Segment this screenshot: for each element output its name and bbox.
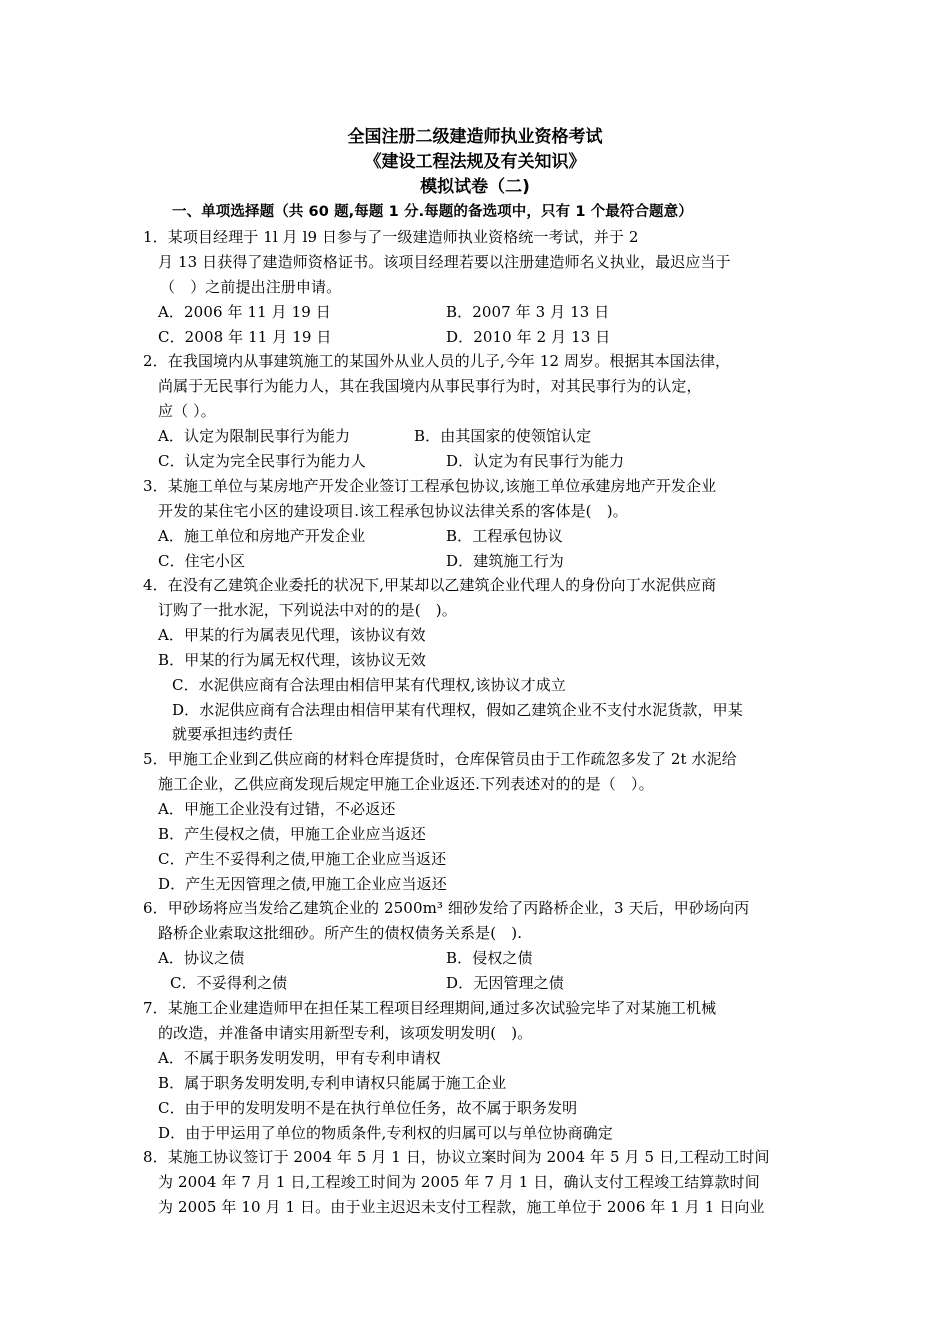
q4-option-a: A．甲某的行为属表见代理，该协议有效 <box>158 626 426 644</box>
q5-option-d: D．产生无因管理之债,甲施工企业应当返还 <box>158 875 447 893</box>
q3-stem-line: 开发的某住宅小区的建设项目.该工程承包协议法律关系的客体是( )。 <box>158 502 628 520</box>
q2-option-a: A．认定为限制民事行为能力 <box>158 427 351 445</box>
q6-option-c: C．不妥得利之债 <box>170 974 288 992</box>
q1-option-a: A．2006 年 11 月 19 日 <box>158 303 331 321</box>
q7-option-c: C．由于甲的发明发明不是在执行单位任务，故不属于职务发明 <box>158 1099 578 1117</box>
q6-option-d: D．无因管理之债 <box>446 974 564 992</box>
q8-stem-line: 8．某施工协议签订于 2004 年 5 月 1 日，协议立案时间为 2004 年 5 月 5 日,工程动工时间 <box>143 1148 770 1166</box>
q3-option-b: B．工程承包协议 <box>446 527 563 545</box>
exam-title: 全国注册二级建造师执业资格考试 <box>347 127 603 147</box>
q1-stem-line: 1．某项目经理于 1l 月 l9 日参与了一级建造师执业资格统一考试，并于 2 <box>143 228 639 246</box>
q3-option-a: A．施工单位和房地产开发企业 <box>158 527 366 545</box>
q7-option-d: D．由于甲运用了单位的物质条件,专利权的归属可以与单位协商确定 <box>158 1124 613 1142</box>
q5-stem-line: 施工企业，乙供应商发现后规定甲施工企业返还.下列表述对的的是（ ）。 <box>158 775 654 793</box>
q6-option-a: A．协议之债 <box>158 949 245 967</box>
q7-option-a: A．不属于职务发明发明，甲有专利申请权 <box>158 1049 441 1067</box>
paper-title: 模拟试卷（二) <box>420 177 530 197</box>
q2-option-c: C．认定为完全民事行为能力人 <box>158 452 366 470</box>
q6-stem-line: 路桥企业索取这批细砂。所产生的债权债务关系是( ). <box>158 924 523 942</box>
q1-stem-line: 月 13 日获得了建造师资格证书。该项目经理若要以注册建造师名义执业，最迟应当于 <box>158 253 731 271</box>
q1-option-c: C．2008 年 11 月 19 日 <box>158 328 332 346</box>
q2-stem-line: 应（ ）。 <box>158 402 216 420</box>
q3-option-c: C．住宅小区 <box>158 552 246 570</box>
q8-stem-line: 为 2005 年 10 月 1 日。由于业主迟迟未支付工程款，施工单位于 2006 年 1 月 1 日向业 <box>158 1198 765 1216</box>
q2-stem-line: 2．在我国境内从事建筑施工的某国外从业人员的儿子,今年 12 周岁。根据其本国法律， <box>143 352 731 370</box>
q2-stem-line: 尚属于无民事行为能力人，其在我国境内从事民事行为时，对其民事行为的认定， <box>158 377 702 395</box>
q7-stem-line: 的改造，并准备申请实用新型专利，该项发明发明( )。 <box>158 1024 533 1042</box>
q5-stem-line: 5．甲施工企业到乙供应商的材料仓库提货时，仓库保管员由于工作疏忽多发了 2t 水泥给 <box>143 750 737 768</box>
q4-stem-line: 订购了一批水泥，下列说法中对的的是( )。 <box>158 601 457 619</box>
q6-stem-line: 6．甲砂场将应当发给乙建筑企业的 2500m³ 细砂发给了丙路桥企业，3 天后，甲砂场向丙 <box>143 899 750 917</box>
q4-stem-line: 4．在没有乙建筑企业委托的状况下,甲某却以乙建筑企业代理人的身份向丁水泥供应商 <box>143 576 717 594</box>
q4-option-b: B．甲某的行为属无权代理，该协议无效 <box>158 651 426 669</box>
q5-option-c: C．产生不妥得利之债,甲施工企业应当返还 <box>158 850 447 868</box>
q5-option-b: B．产生侵权之债，甲施工企业应当返还 <box>158 825 426 843</box>
q3-option-d: D．建筑施工行为 <box>446 552 564 570</box>
q7-stem-line: 7．某施工企业建造师甲在担任某工程项目经理期间,通过多次试验完毕了对某施工机械 <box>143 999 717 1017</box>
section-heading: 一、单项选择题（共 60 题,每题 1 分.每题的备选项中，只有 1 个最符合题意） <box>172 204 693 220</box>
q6-option-b: B．侵权之债 <box>446 949 533 967</box>
q2-option-d: D．认定为有民事行为能力 <box>446 452 625 470</box>
q4-option-d-cont: 就要承担违约责任 <box>172 725 293 743</box>
q4-option-d: D．水泥供应商有合法理由相信甲某有代理权，假如乙建筑企业不支付水泥货款，甲某 <box>172 701 743 719</box>
q8-stem-line: 为 2004 年 7 月 1 日,工程竣工时间为 2005 年 7 月 1 日，确认支付工程竣工结算款时间 <box>158 1173 760 1191</box>
q5-option-a: A．甲施工企业没有过错，不必返还 <box>158 800 396 818</box>
q1-stem-line: （ ）之前提出注册申请。 <box>160 278 342 296</box>
q1-option-d: D．2010 年 2 月 13 日 <box>446 328 611 346</box>
q2-option-b: B．由其国家的使领馆认定 <box>414 427 592 445</box>
q4-option-c: C．水泥供应商有合法理由相信甲某有代理权,该协议才成立 <box>172 676 566 694</box>
q1-option-b: B．2007 年 3 月 13 日 <box>446 303 610 321</box>
q7-option-b: B．属于职务发明发明,专利申请权只能属于施工企业 <box>158 1074 507 1092</box>
q3-stem-line: 3．某施工单位与某房地产开发企业签订工程承包协议,该施工单位承建房地产开发企业 <box>143 477 717 495</box>
subject-title: 《建设工程法规及有关知识》 <box>364 152 586 172</box>
